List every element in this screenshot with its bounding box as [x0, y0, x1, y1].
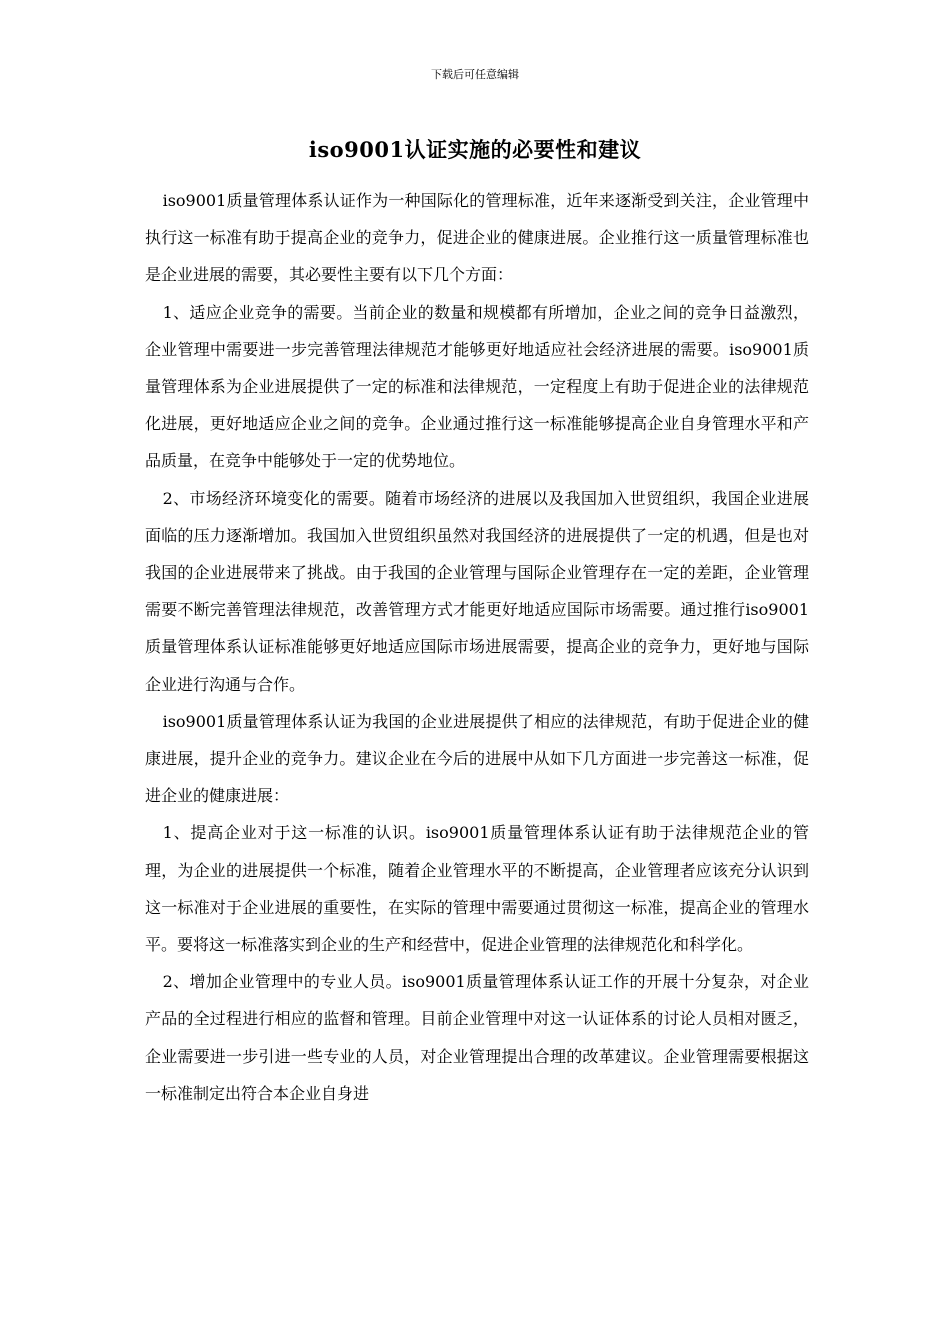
paragraph-suggestion-intro: iso9001质量管理体系认证为我国的企业进展提供了相应的法律规范，有助于促进企业的健康进展，提升企业的竞争力。建议企业在今后的进展中从如下几方面进一步完善这一标准，促进企业的健康进展：: [145, 711, 809, 806]
paragraph-point-1: 1、适应企业竞争的需要。当前企业的数量和规模都有所增加，企业之间的竞争日益激烈，企业管理中需要进一步完善管理法律规范才能够更好地适应社会经济进展的需要。iso9001质量管理体系为企业进展提供了一定的标准和法律规范，一定程度上有助于促进企业的法律规范化进展，更好地适应企业之间的竞争。企业通过推行这一标准能够提高企业自身管理水平和产品质量，在竞争中能够处于一定的优势地位。: [145, 302, 809, 471]
paragraph-intro: iso9001质量管理体系认证作为一种国际化的管理标准，近年来逐渐受到关注，企业管理中执行这一标准有助于提高企业的竞争力，促进企业的健康进展。企业推行这一质量管理标准也是企业进展的需要，其必要性主要有以下几个方面：: [145, 191, 809, 285]
paragraph-point-2: 2、市场经济环境变化的需要。随着市场经济的进展以及我国加入世贸组织，我国企业进展面临的压力逐渐增加。我国加入世贸组织虽然对我国经济的进展提供了一定的机遇，但是也对我国的企业进展带来了挑战。由于我国的企业管理与国际企业管理存在一定的差距，企业管理需要不断完善管理法律规范，改善管理方式才能更好地适应国际市场需要。通过推行iso9001质量管理体系认证标准能够更好地适应国际市场进展需要，提高企业的竞争力，更好地与国际企业进行沟通与合作。: [145, 488, 809, 694]
paragraph-suggestion-2: 2、增加企业管理中的专业人员。iso9001质量管理体系认证工作的开展十分复杂，对企业产品的全过程进行相应的监督和管理。目前企业管理中对这一认证体系的讨论人员相对匮乏，企业需要进一步引进一些专业的人员，对企业管理提出合理的改革建议。企业管理需要根据这一标准制定出符合本企业自身进: [145, 972, 809, 1103]
document-body: [145, 182, 809, 1112]
document-title: iso9001认证实施的必要性和建议: [308, 137, 642, 162]
page-header: 下载后可任意编辑: [431, 68, 519, 81]
paragraph-suggestion-1: 1、提高企业对于这一标准的认识。iso9001质量管理体系认证有助于法律规范企业的管理，为企业的进展提供一个标准，随着企业管理水平的不断提高，企业管理者应该充分认识到这一标准对于企业进展的重要性，在实际的管理中需要通过贯彻这一标准，提高企业的管理水平。要将这一标准落实到企业的生产和经营中，促进企业管理的法律规范化和科学化。: [145, 823, 809, 955]
